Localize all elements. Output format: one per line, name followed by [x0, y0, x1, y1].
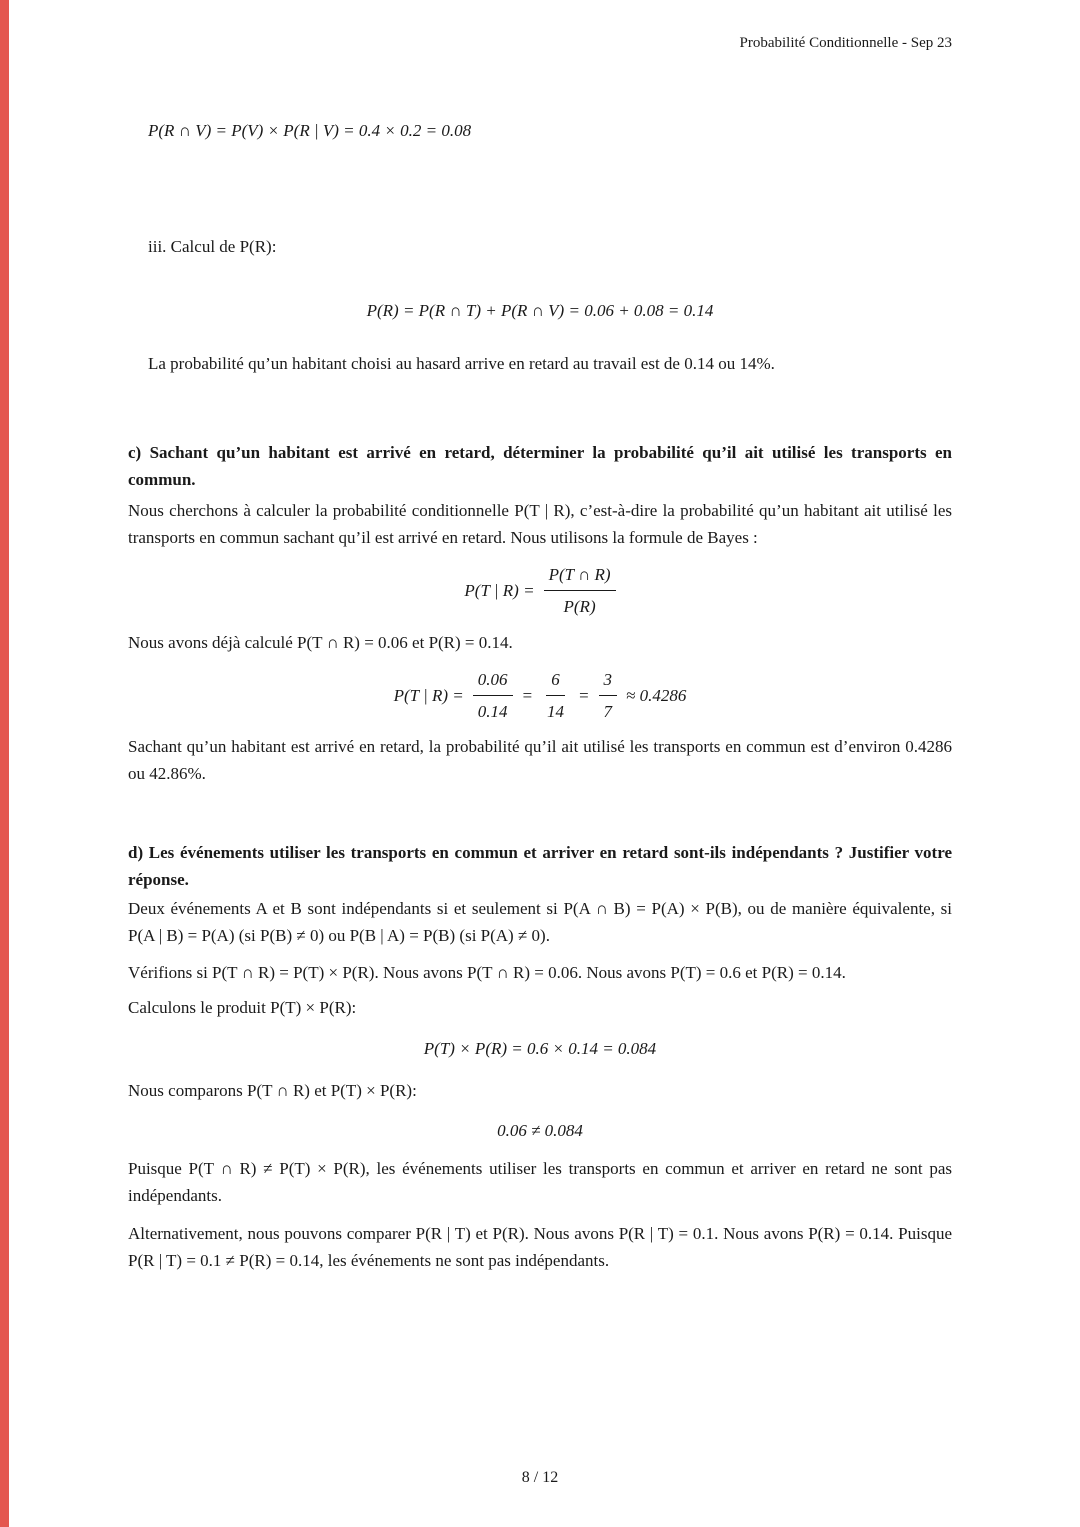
item-iii-label: iii. Calcul de P(R): [148, 237, 277, 256]
calc-equals-1: = [521, 686, 534, 705]
calc-frac2-num: 6 [546, 666, 565, 696]
section-d-conclusion-1: Puisque P(T ∩ R) ≠ P(T) × P(R), les événements utiliser les transports en commun et arriver en retard ne sont pas indépendants. [128, 1159, 952, 1205]
calc-frac1-den: 0.14 [477, 702, 508, 721]
section-d-product-label: Calculons le produit P(T) × P(R): [128, 998, 357, 1017]
calc-equals-2: = [578, 686, 590, 705]
compare-formula: 0.06 ≠ 0.084 [497, 1121, 583, 1140]
calc-frac3-den: 7 [603, 702, 612, 721]
calc-fraction-1 [473, 666, 513, 725]
section-d-verification: Vérifions si P(T ∩ R) = P(T) × P(R). Nous avons P(T ∩ R) = 0.06. Nous avons P(T) = 0.6 et P(R) = 0.14. [128, 963, 846, 982]
calc-frac1-num: 0.06 [473, 666, 513, 696]
bayes-numerator: P(T ∩ R) [544, 561, 616, 591]
bayes-denominator: P(R) [563, 597, 596, 616]
calc-frac2-den: 14 [547, 702, 565, 721]
section-c-conclusion: Sachant qu’un habitant est arrivé en retard, la probabilité qu’il ait utilisé les transports en commun est d’environ 0.4286 ou 42.86%. [128, 737, 952, 783]
section-d-definition: Deux événements A et B sont indépendants si et seulement si P(A ∩ B) = P(A) × P(B), ou de manière équivalente, si P(A | B) = P(A) (si P(B) ≠ 0) ou P(B | A) = P(B) (si P(A) ≠ 0). [128, 899, 952, 945]
section-c-known-values: Nous avons déjà calculé P(T ∩ R) = 0.06 et P(R) = 0.14. [128, 633, 513, 652]
bayes-formula [128, 561, 952, 620]
section-c-heading: c) Sachant qu’un habitant est arrivé en retard, déterminer la probabilité qu’il ait utilisé les transports en commun. [128, 443, 952, 489]
product-formula: P(T) × P(R) = 0.6 × 0.14 = 0.084 [423, 1039, 657, 1058]
section-c-intro: Nous cherchons à calculer la probabilité conditionnelle P(T | R), c’est-à-dire la probabilité qu’un habitant ait utilisé les transports en commun sachant qu’il est arrivé en retard. Nous utilisons la formule de Bayes : [128, 501, 952, 547]
section-d-compare-label: Nous comparons P(T ∩ R) et P(T) × P(R): [128, 1081, 417, 1100]
calc-frac3-num: 3 [599, 666, 618, 696]
conclusion-pr: La probabilité qu’un habitant choisi au hasard arrive en retard au travail est de 0.14 ou 14%. [148, 354, 775, 373]
calc-fraction-3 [599, 666, 618, 725]
page-number: 8 / 12 [521, 1469, 559, 1486]
section-d-conclusion-2: Alternativement, nous pouvons comparer P(R | T) et P(R). Nous avons P(R | T) = 0.1. Nous avons P(R) = 0.14. Puisque P(R | T) = 0.1 ≠ P(R) = 0.14, les événements ne sont pas indépendants. [128, 1224, 952, 1270]
formula-pr: P(R) = P(R ∩ T) + P(R ∩ V) = 0.06 + 0.08 = 0.14 [366, 301, 714, 320]
section-d-heading: d) Les événements utiliser les transports en commun et arriver en retard sont-ils indépendants ? Justifier votre réponse. [128, 843, 952, 889]
calc-lhs: P(T | R) = [393, 686, 464, 705]
calc-approx: ≈ 0.4286 [626, 686, 687, 705]
formula-prv: P(R ∩ V) = P(V) × P(R | V) = 0.4 × 0.2 = 0.08 [148, 121, 472, 140]
bayes-fraction [544, 561, 616, 620]
bayes-lhs: P(T | R) = [464, 581, 535, 600]
page-header: Probabilité Conditionnelle - Sep 23 [739, 35, 952, 51]
calc-formula [128, 666, 952, 725]
calc-fraction-2 [542, 666, 569, 725]
